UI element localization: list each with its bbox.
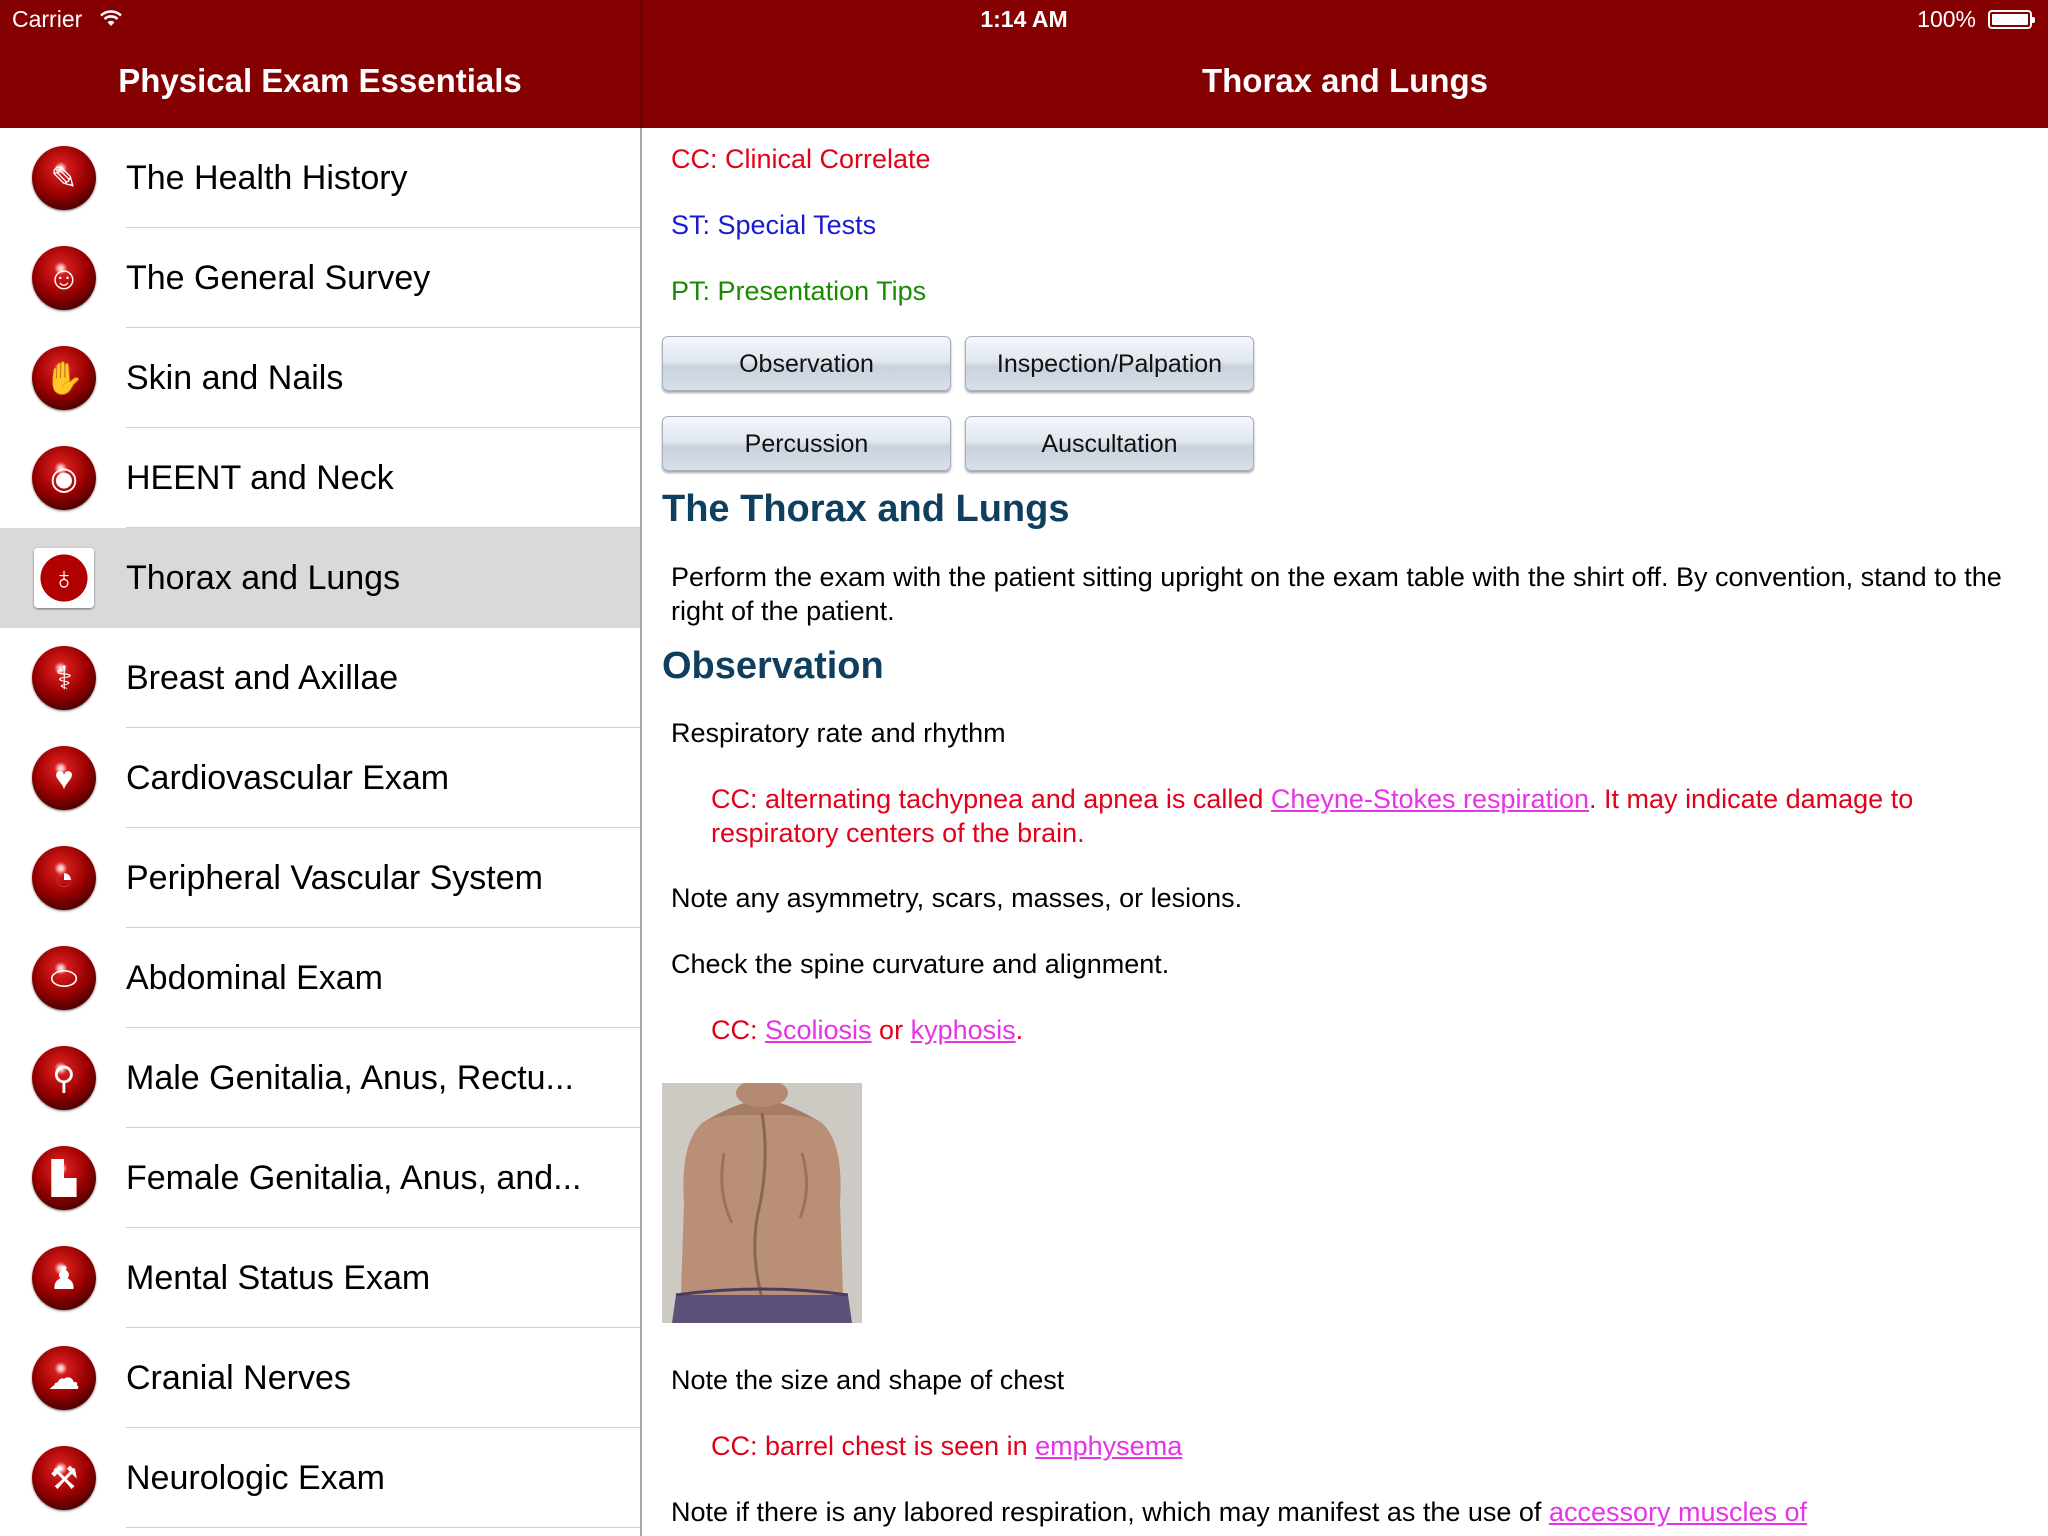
chapter-item-cranial-nerves[interactable] — [0, 1328, 640, 1428]
clinical-correlate-cheyne-stokes — [711, 782, 2031, 850]
blood-pressure-icon: ◔ — [32, 846, 96, 910]
stethoscope-icon: ♁ — [34, 548, 94, 608]
auscultation-button[interactable]: Auscultation — [965, 416, 1254, 471]
hand-icon: ✋ — [32, 346, 96, 410]
exam-table-icon: ▙ — [32, 1146, 96, 1210]
cc-text: CC: alternating tachypnea and apnea is called — [711, 784, 1271, 814]
chapter-item-breast-axillae[interactable] — [0, 628, 640, 728]
microphone-icon: ⚲ — [32, 1046, 96, 1110]
chapter-label: Breast and Axillae — [126, 659, 399, 697]
clock: 1:14 AM — [980, 6, 1068, 32]
chapter-item-general-survey[interactable] — [0, 228, 640, 328]
kyphosis-link[interactable]: kyphosis — [910, 1015, 1016, 1045]
emphysema-link[interactable]: emphysema — [1035, 1431, 1183, 1461]
chapter-item-heent-neck[interactable] — [0, 428, 640, 528]
chapter-label: Neurologic Exam — [126, 1459, 385, 1497]
eye-icon: ◉ — [32, 446, 96, 510]
inspection-palpation-button[interactable]: Inspection/Palpation — [965, 336, 1254, 391]
chapter-label: Mental Status Exam — [126, 1259, 431, 1297]
spine-check-text: Check the spine curvature and alignment. — [671, 949, 1170, 979]
chapter-item-male-genitalia[interactable] — [0, 1028, 640, 1128]
observation-button[interactable]: Observation — [662, 336, 951, 391]
chapter-content[interactable] — [642, 128, 2048, 1536]
pills-icon: ⬭ — [32, 946, 96, 1010]
cheyne-stokes-link[interactable]: Cheyne-Stokes respiration — [1270, 784, 1590, 814]
clinical-correlate-barrel-chest — [711, 1429, 2031, 1463]
scoliosis-link[interactable]: Scoliosis — [765, 1015, 872, 1045]
labored-respiration-note — [671, 1495, 2031, 1529]
chapter-item-health-history[interactable] — [0, 128, 640, 228]
cc-text: CC: barrel chest is seen in — [711, 1431, 1036, 1461]
legend-special-tests: ST: Special Tests — [671, 210, 877, 240]
chapter-item-abdominal[interactable] — [0, 928, 640, 1028]
percussion-button[interactable]: Percussion — [662, 416, 951, 471]
accessory-muscles-link[interactable]: accessory muscles of — [1548, 1497, 1808, 1527]
chapter-label: The Health History — [126, 159, 408, 197]
cc-text: CC: — [711, 1015, 765, 1045]
note-text: Note if there is any labored respiration, which may manifest as the use of — [671, 1497, 1549, 1527]
legend-presentation-tips: PT: Presentation Tips — [671, 276, 927, 306]
section-heading-thorax-lungs: The Thorax and Lungs — [662, 488, 1070, 530]
chapter-label: Cranial Nerves — [126, 1359, 351, 1397]
chapter-label: Male Genitalia, Anus, Rectu... — [126, 1059, 574, 1097]
chapter-label: The General Survey — [126, 259, 431, 297]
back-illustration — [662, 1083, 862, 1323]
scoliosis-back-photo[interactable] — [662, 1083, 862, 1323]
chapter-item-skin-nails[interactable] — [0, 328, 640, 428]
heart-pulse-icon: ♥ — [32, 746, 96, 810]
clipboard-pen-icon: ✎ — [32, 146, 96, 210]
chapter-label: Female Genitalia, Anus, and... — [126, 1159, 582, 1197]
detail-title: Thorax and Lungs — [1201, 62, 1488, 99]
chapter-item-neurologic[interactable] — [0, 1428, 640, 1528]
cc-text: . It may indicate damage to respiratory centers of the brain. — [711, 784, 1914, 848]
master-title: Physical Exam Essentials — [118, 62, 522, 99]
battery-icon — [1988, 10, 2032, 29]
thinking-person-icon: ♟ — [32, 1246, 96, 1310]
legend-clinical-correlate: CC: Clinical Correlate — [671, 144, 931, 174]
chapter-label: Skin and Nails — [126, 359, 344, 397]
chest-shape-note: Note the size and shape of chest — [671, 1365, 1065, 1395]
section-heading-observation: Observation — [662, 645, 884, 687]
chapter-label: Peripheral Vascular System — [126, 859, 543, 897]
chapter-item-female-genitalia[interactable] — [0, 1128, 640, 1228]
chapter-item-mental-status[interactable] — [0, 1228, 640, 1328]
navigation-bar — [0, 0, 2048, 128]
clinical-correlate-scoliosis — [711, 1013, 2031, 1047]
battery-percent: 100% — [1917, 6, 1976, 32]
caduceus-icon: ⚕ — [32, 646, 96, 710]
row-separator — [126, 1527, 640, 1528]
asymmetry-note: Note any asymmetry, scars, masses, or lesions. — [671, 883, 1243, 913]
chapter-item-peripheral-vascular[interactable] — [0, 828, 640, 928]
doctor-icon: ☺ — [32, 246, 96, 310]
chapter-list[interactable] — [0, 128, 640, 1536]
respiratory-rate-text: Respiratory rate and rhythm — [671, 718, 1006, 748]
cc-text: or — [871, 1015, 911, 1045]
split-divider-top — [640, 0, 642, 128]
cc-text: . — [1015, 1015, 1024, 1045]
carrier-label: Carrier — [12, 6, 83, 32]
chapter-label: Thorax and Lungs — [126, 559, 401, 597]
chapter-label: Abdominal Exam — [126, 959, 384, 997]
reflex-icon: ⚒ — [32, 1446, 96, 1510]
chapter-item-cardiovascular[interactable] — [0, 728, 640, 828]
chapter-item-thorax-lungs[interactable] — [0, 528, 640, 628]
chapter-label: Cardiovascular Exam — [126, 759, 450, 797]
chapter-label: HEENT and Neck — [126, 459, 394, 497]
brain-icon: ☁ — [32, 1346, 96, 1410]
intro-paragraph: Perform the exam with the patient sitting upright on the exam table with the shirt off. By convention, stand to the right of the patient. — [671, 562, 2002, 626]
